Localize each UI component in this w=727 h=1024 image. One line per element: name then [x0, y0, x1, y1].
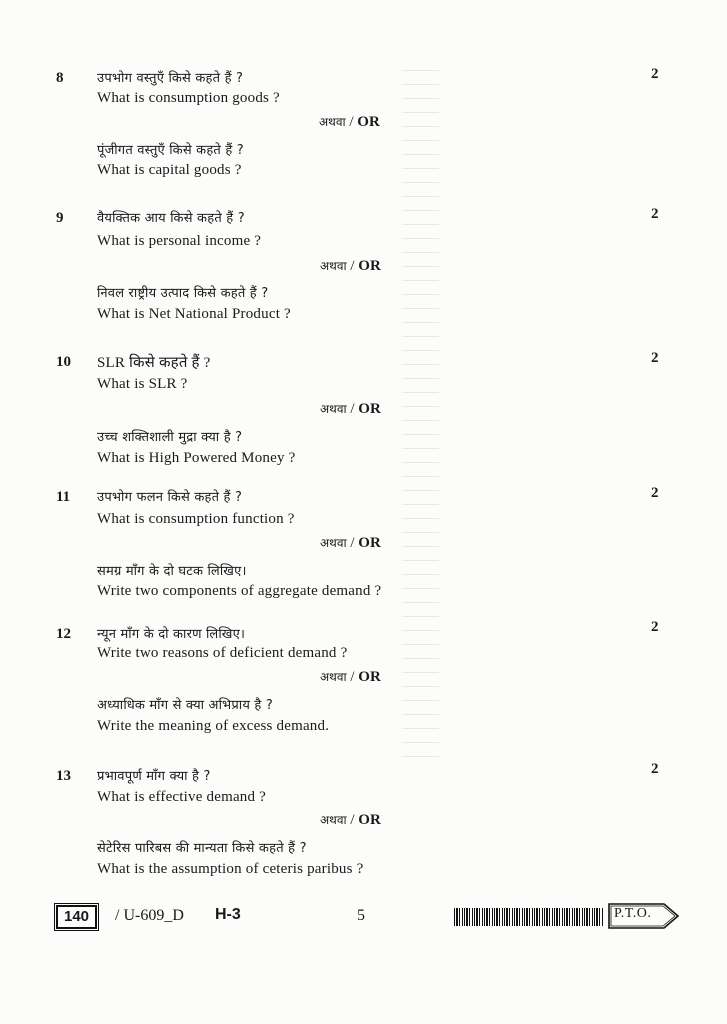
- question-text-english: What is effective demand ?: [97, 789, 267, 805]
- bleed-through-artifact: [403, 70, 439, 770]
- question-number: 9: [56, 210, 64, 226]
- barcode: [454, 908, 604, 926]
- question-number: 12: [56, 626, 71, 642]
- booklet-code-box: 140: [56, 905, 97, 929]
- alternative-text-english: What is the assumption of ceteris paribus ?: [97, 861, 364, 877]
- alternative-text-english: What is capital goods ?: [97, 162, 242, 178]
- question-text-hindi: SLR किसे कहते हैं ?: [97, 355, 211, 371]
- question-marks: 2: [651, 619, 659, 635]
- question-text-english: What is SLR ?: [97, 376, 188, 392]
- alternative-text-english: What is Net National Product ?: [97, 306, 291, 322]
- question-text-hindi: उपभोग फलन किसे कहते हैं ?: [97, 490, 243, 505]
- question-text-hindi: प्रभावपूर्ण माँग क्या है ?: [97, 769, 211, 784]
- alternative-text-english: Write two components of aggregate demand ?: [97, 583, 382, 599]
- question-text-english: What is consumption goods ?: [97, 90, 280, 106]
- question-number: 8: [56, 70, 64, 86]
- paper-code: / U-609_D: [115, 907, 184, 924]
- pto-arrow-icon: [608, 902, 680, 930]
- question-text-hindi: न्यून माँग के दो कारण लिखिए।: [97, 627, 246, 642]
- question-text-english: Write two reasons of deficient demand ?: [97, 645, 348, 661]
- alternative-text-hindi: पूंजीगत वस्तुएँ किसे कहते हैं ?: [97, 143, 244, 158]
- alternative-text-hindi: निवल राष्ट्रीय उत्पाद किसे कहते हैं ?: [97, 286, 269, 301]
- alternative-text-english: What is High Powered Money ?: [97, 450, 296, 466]
- alternative-text-hindi: अध्याधिक माँग से क्या अभिप्राय है ?: [97, 698, 273, 713]
- or-separator: अथवा / OR: [320, 669, 381, 685]
- page-footer: [56, 900, 676, 936]
- or-separator: अथवा / OR: [320, 535, 381, 551]
- or-separator: अथवा / OR: [320, 401, 381, 417]
- question-marks: 2: [651, 761, 659, 777]
- question-marks: 2: [651, 350, 659, 366]
- question-text-hindi: उपभोग वस्तुएँ किसे कहते हैं ?: [97, 71, 244, 86]
- question-text-hindi: वैयक्तिक आय किसे कहते हैं ?: [97, 211, 245, 226]
- alternative-text-hindi: सेटेरिस पारिबस की मान्यता किसे कहते हैं ?: [97, 841, 307, 856]
- alternative-text-english: Write the meaning of excess demand.: [97, 718, 330, 734]
- question-text-english: What is consumption function ?: [97, 511, 295, 527]
- set-code: H-3: [215, 906, 241, 923]
- question-number: 11: [56, 489, 71, 505]
- alternative-text-hindi: समग्र माँग के दो घटक लिखिए।: [97, 564, 247, 579]
- or-separator: अथवा / OR: [320, 258, 381, 274]
- question-marks: 2: [651, 66, 659, 82]
- question-number: 13: [56, 768, 71, 784]
- or-separator: अथवा / OR: [319, 114, 380, 130]
- question-marks: 2: [651, 206, 659, 222]
- question-marks: 2: [651, 485, 659, 501]
- or-separator: अथवा / OR: [320, 812, 381, 828]
- alternative-text-hindi: उच्च शक्तिशाली मुद्रा क्या है ?: [97, 430, 243, 445]
- pto-label: P.T.O.: [614, 906, 652, 921]
- question-number: 10: [56, 354, 71, 370]
- question-text-english: What is personal income ?: [97, 233, 262, 249]
- page-number: 5: [357, 907, 365, 924]
